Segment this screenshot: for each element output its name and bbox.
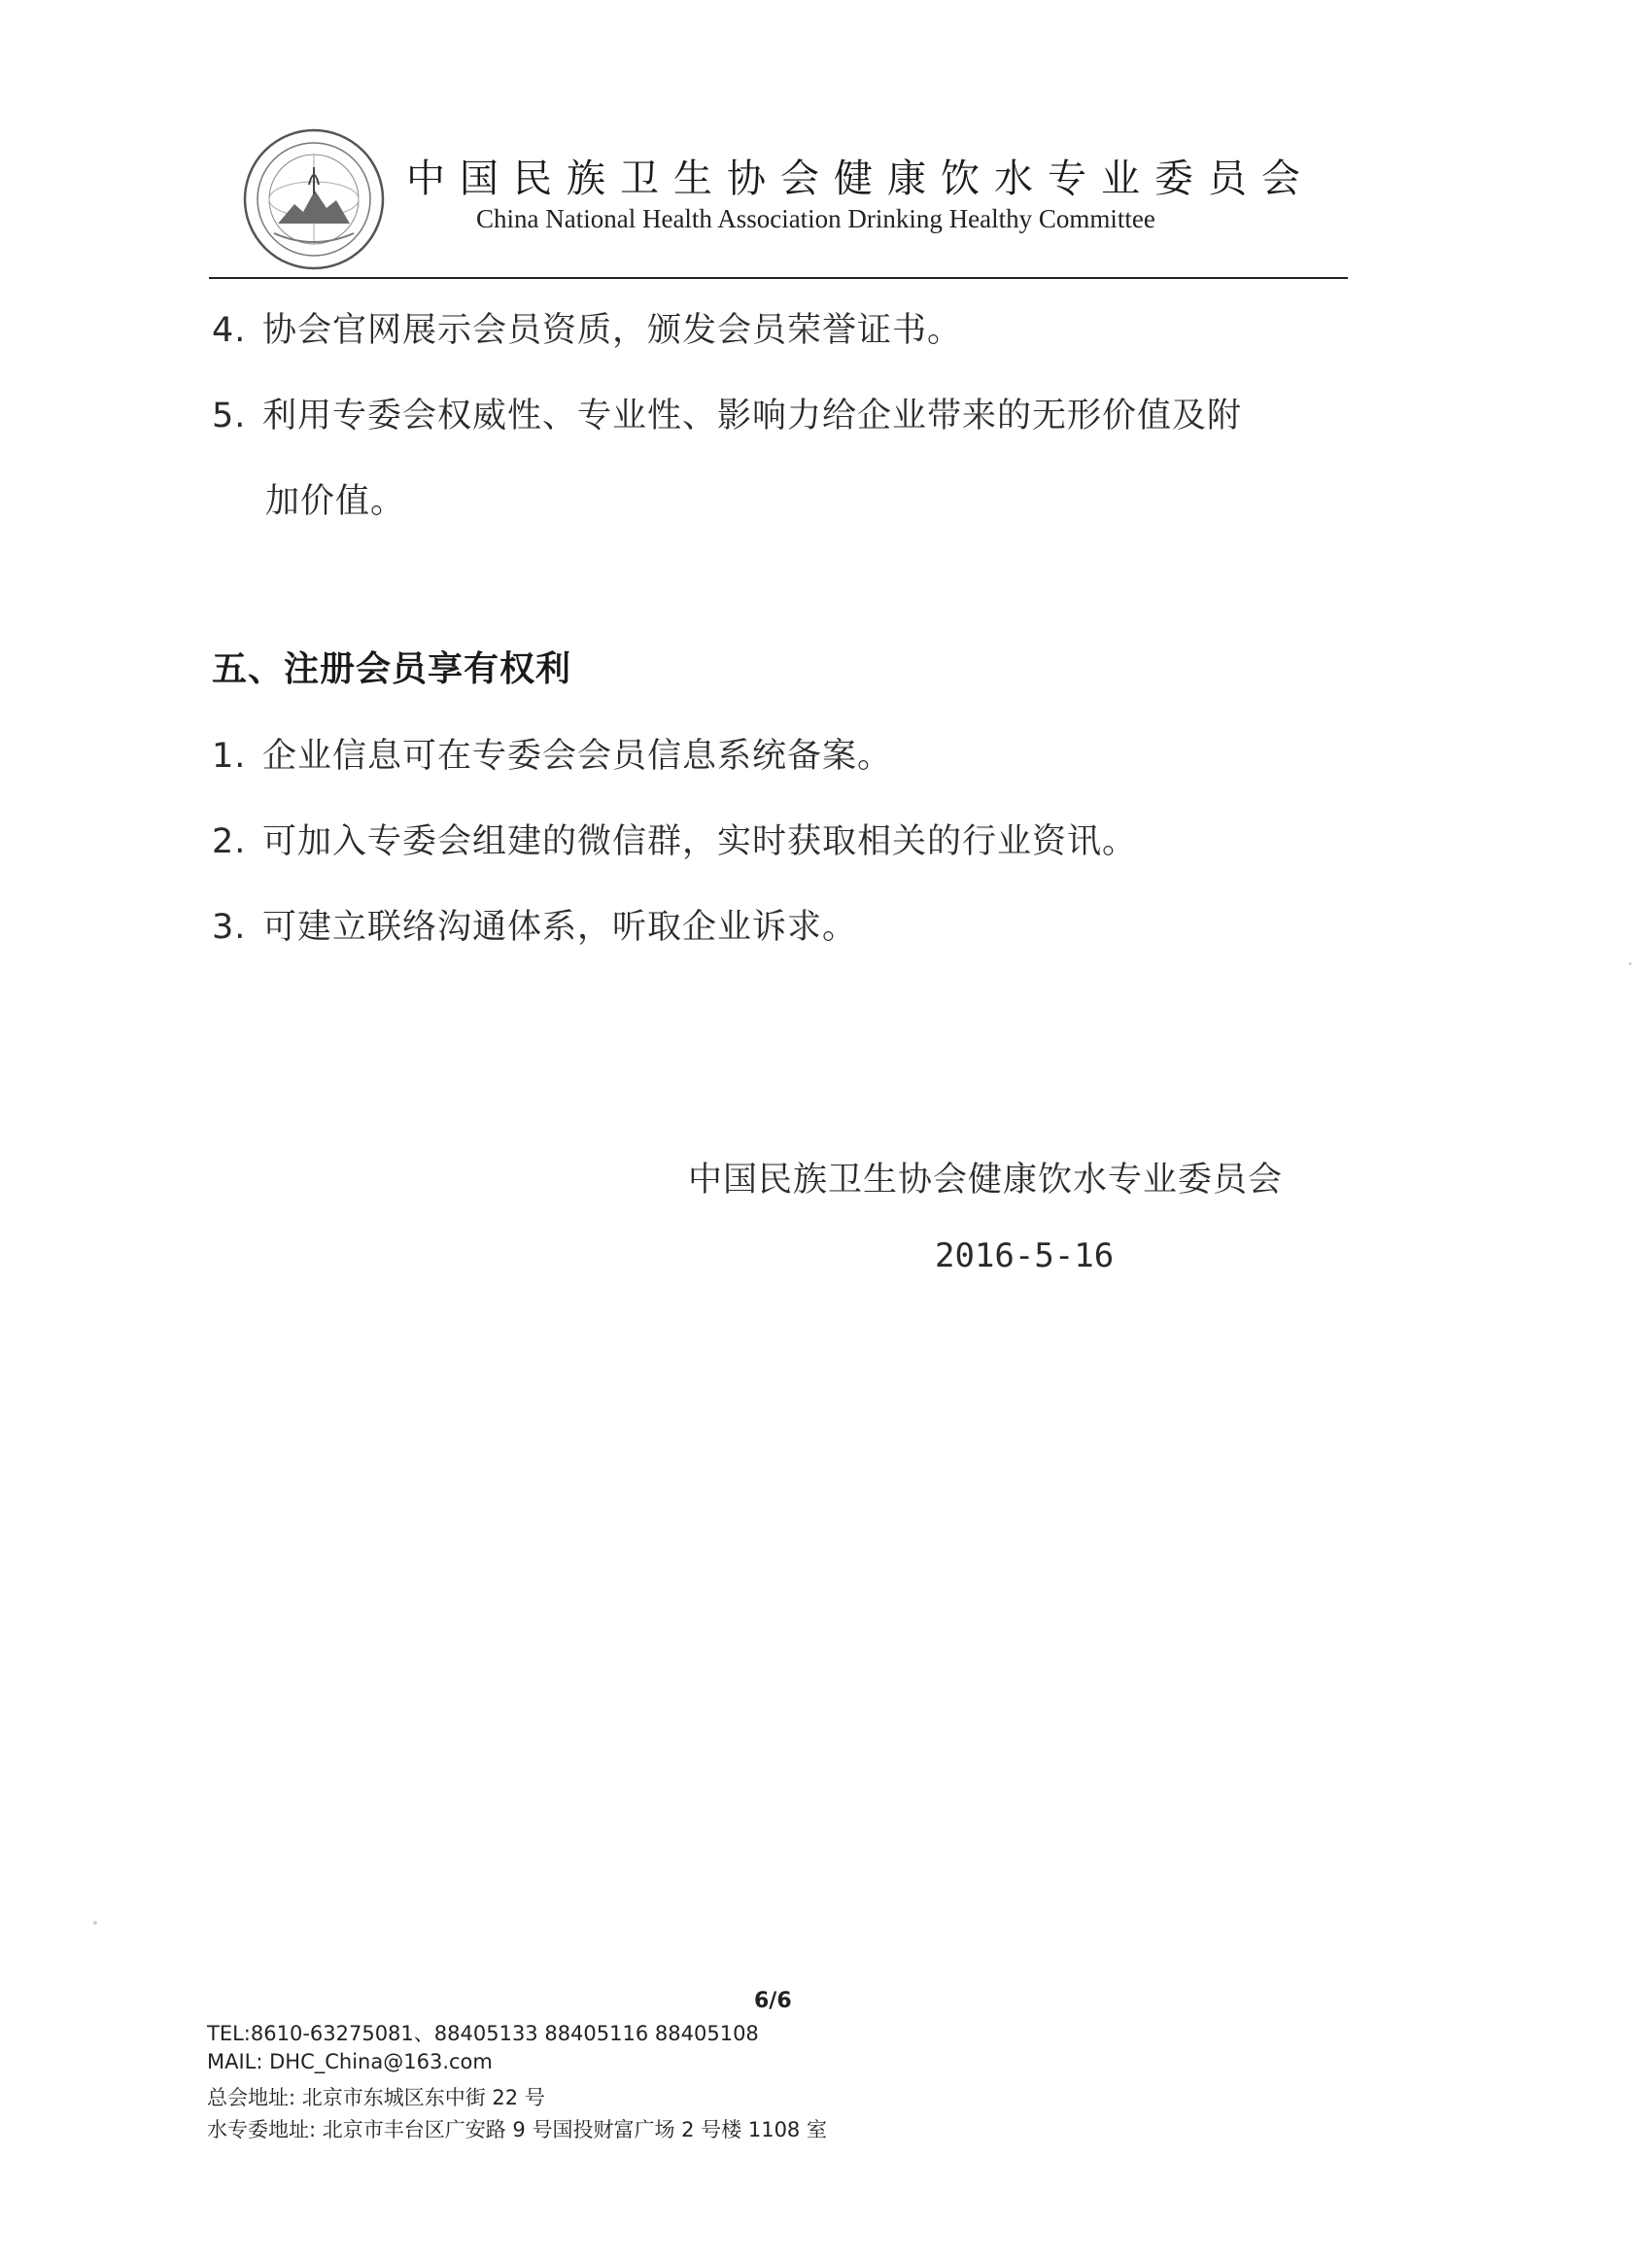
letterhead-divider (209, 277, 1348, 279)
page-number: 6/6 (754, 1989, 792, 2013)
list-item-number: 3. (212, 908, 247, 947)
list-item-text: 利用专委会权威性、专业性、影响力给企业带来的无形价值及附 (262, 397, 1243, 435)
list-item-number: 2. (212, 822, 247, 861)
list-item-continuation: 加价值。 (265, 482, 406, 521)
list-item-number: 1. (212, 737, 247, 776)
list-item-text: 企业信息可在专委会会员信息系统备案。 (262, 737, 893, 776)
list-item-number: 5. (212, 397, 247, 435)
footer-committee-address: 水专委地址: 北京市丰台区广安路 9 号国投财富广场 2 号楼 1108 室 (207, 2118, 827, 2141)
scan-speck (1629, 962, 1632, 965)
letterhead-org-name-en: China National Health Association Drinking Healthy Committee (476, 204, 1155, 233)
list-item-text: 协会官网展示会员资质，颁发会员荣誉证书。 (262, 311, 963, 350)
footer-mail: MAIL: DHC_China@163.com (207, 2050, 493, 2073)
list-item-number: 4. (212, 311, 247, 350)
signature-date: 2016-5-16 (935, 1236, 1115, 1275)
association-seal-logo (241, 126, 387, 272)
scan-speck (93, 1921, 97, 1925)
footer-hq-address: 总会地址: 北京市东城区东中街 22 号 (207, 2086, 545, 2109)
list-item-text: 可加入专委会组建的微信群，实时获取相关的行业资讯。 (262, 822, 1138, 861)
list-item (212, 389, 1242, 437)
footer-tel: TEL:8610-63275081、88405133 88405116 88405108 (207, 2022, 759, 2045)
letterhead-org-name-cn: 中国民族卫生协会健康饮水专业委员会 (406, 157, 1315, 201)
list-item-text: 可建立联络沟通体系，听取企业诉求。 (262, 908, 858, 947)
list-item (212, 900, 857, 949)
list-item (212, 303, 962, 352)
list-item (212, 729, 892, 778)
signature-organization: 中国民族卫生协会健康饮水专业委员会 (688, 1161, 1284, 1200)
section-heading: 五、注册会员享有权利 (212, 649, 572, 689)
list-item (212, 815, 1137, 863)
